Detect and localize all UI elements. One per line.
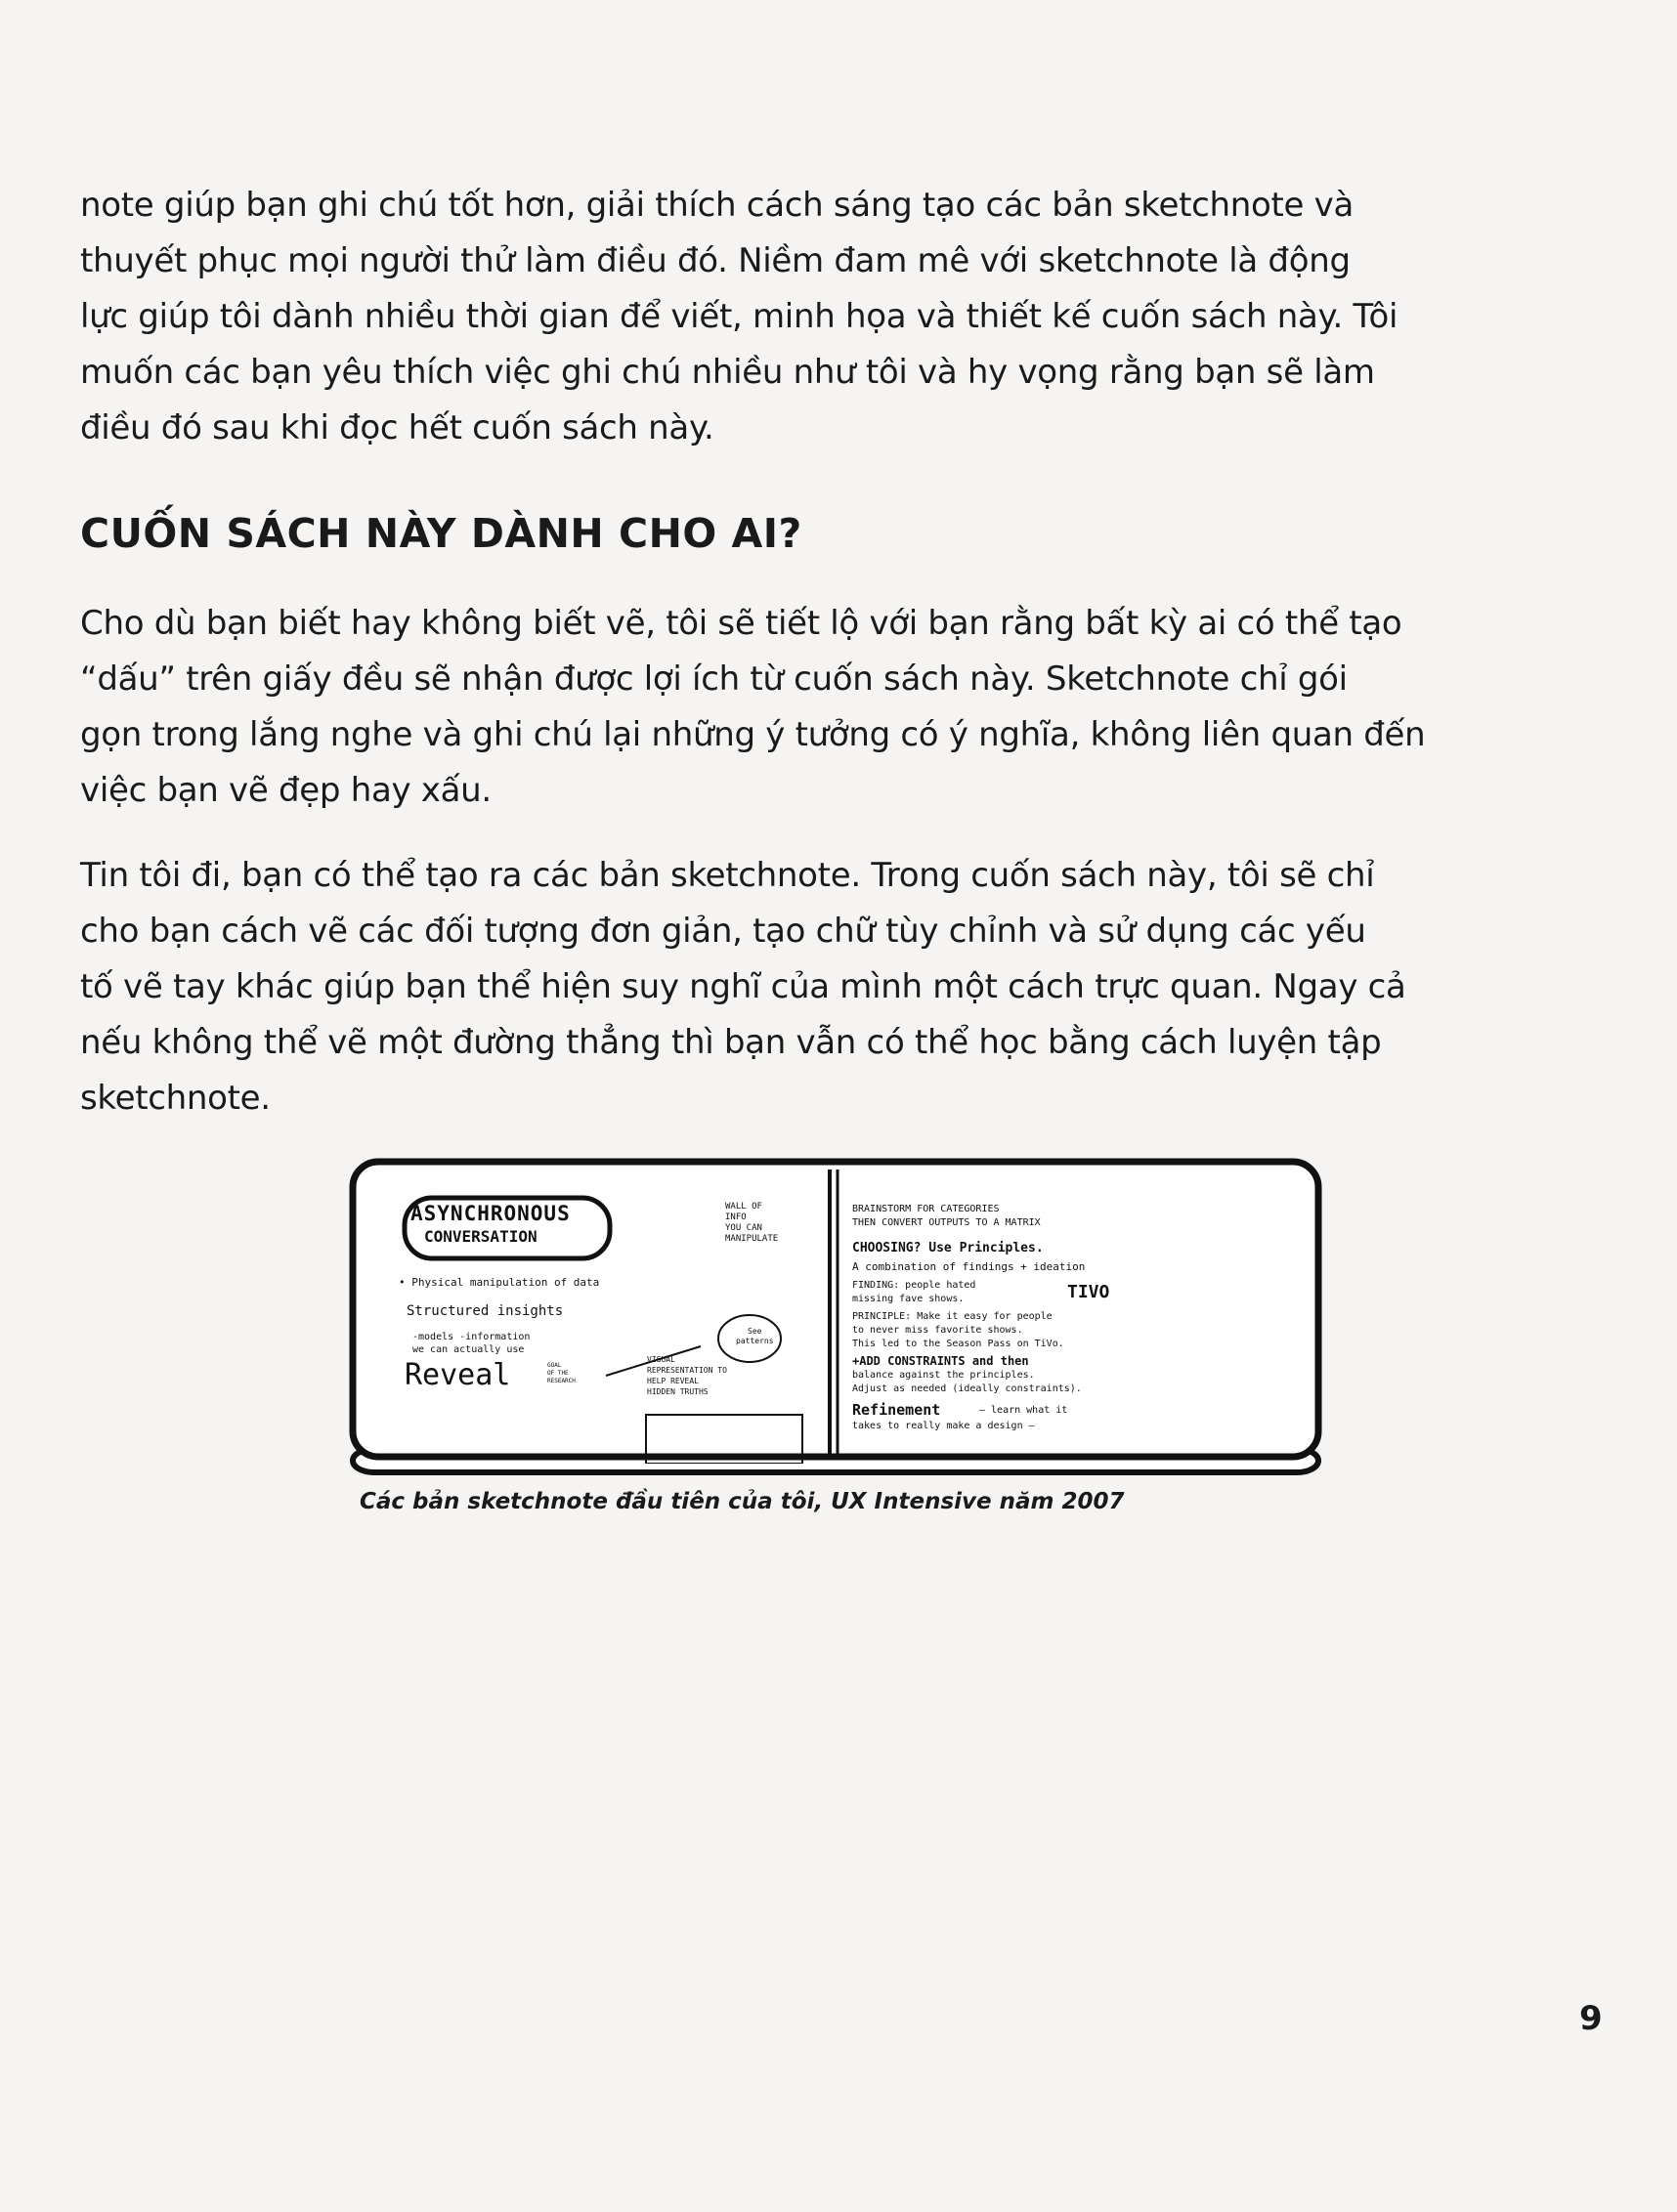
brainstorm-header-1: BRAINSTORM FOR CATEGORIES bbox=[852, 1204, 1000, 1214]
who-paragraph bbox=[80, 596, 1487, 819]
takes-text: takes to really make a design — bbox=[852, 1421, 1035, 1431]
section-heading: CUỐN SÁCH NÀY DÀNH CHO AI? bbox=[80, 510, 802, 557]
adjust-text: Adjust as needed (ideally constraints). bbox=[852, 1383, 1082, 1394]
text-line: lực giúp tôi dành nhiều thời gian để viết, minh họa và thiết kế cuốn sách này. Tôi bbox=[80, 297, 1398, 336]
models-line: we can actually use bbox=[412, 1344, 525, 1355]
missing-text: missing fave shows. bbox=[852, 1294, 965, 1304]
visual-box-line: HELP REVEAL bbox=[647, 1377, 699, 1385]
finding-text: FINDING: people hated bbox=[852, 1280, 976, 1291]
visual-box-line: HIDDEN TRUTHS bbox=[647, 1387, 709, 1396]
models-line: -models -information bbox=[412, 1332, 531, 1342]
side-note-line: WALL OF bbox=[725, 1202, 762, 1212]
principle-text: PRINCIPLE: Make it easy for people bbox=[852, 1311, 1053, 1322]
sketch-title-1: ASYNCHRONOUS bbox=[410, 1202, 571, 1225]
side-note-line: INFO bbox=[725, 1212, 747, 1222]
led-text: This led to the Season Pass on TiVo. bbox=[852, 1339, 1064, 1349]
combination-text: A combination of findings + ideation bbox=[852, 1260, 1086, 1273]
text-line: việc bạn vẽ đẹp hay xấu. bbox=[80, 771, 492, 810]
balance-text: balance against the principles. bbox=[852, 1370, 1035, 1381]
goal-line: GOAL bbox=[547, 1362, 562, 1369]
see-patterns-line: patterns bbox=[736, 1337, 774, 1345]
refinement-word: Refinement bbox=[852, 1401, 941, 1419]
text-line: cho bạn cách vẽ các đối tượng đơn giản, tạo chữ tùy chỉnh và sử dụng các yếu bbox=[80, 912, 1366, 951]
sketch-left-text bbox=[354, 1159, 833, 1481]
page-number: 9 bbox=[1579, 1999, 1603, 2038]
text-line: “dấu” trên giấy đều sẽ nhận được lợi ích từ cuốn sách này. Sketchnote chỉ gói bbox=[80, 659, 1348, 699]
reveal-word: Reveal bbox=[405, 1358, 511, 1392]
sketch-right-text bbox=[842, 1159, 1321, 1481]
brainstorm-header-2: THEN CONVERT OUTPUTS TO A MATRIX bbox=[852, 1217, 1041, 1228]
structured-insights: Structured insights bbox=[407, 1303, 564, 1319]
visual-box-line: VISUAL bbox=[647, 1355, 675, 1364]
goal-line: RESEARCH bbox=[547, 1378, 576, 1384]
visual-box-line: REPRESENTATION TO bbox=[647, 1366, 727, 1375]
sketch-title-2: CONVERSATION bbox=[424, 1227, 538, 1246]
goal-line: OF THE bbox=[547, 1370, 569, 1377]
sketch-side-note bbox=[725, 1202, 778, 1245]
side-note-line: YOU CAN bbox=[725, 1223, 762, 1233]
never-text: to never miss favorite shows. bbox=[852, 1325, 1023, 1336]
text-line: note giúp bạn ghi chú tốt hơn, giải thích cách sáng tạo các bản sketchnote và bbox=[80, 186, 1354, 225]
text-line: tố vẽ tay khác giúp bạn thể hiện suy nghĩ của mình một cách trực quan. Ngay cả bbox=[80, 967, 1406, 1006]
text-line: thuyết phục mọi người thử làm điều đó. Niềm đam mê với sketchnote là động bbox=[80, 241, 1351, 280]
see-patterns-line: See bbox=[748, 1327, 762, 1336]
goal-of-research bbox=[547, 1362, 576, 1385]
text-line: nếu không thể vẽ một đường thẳng thì bạn vẫn có thể học bằng cách luyện tập bbox=[80, 1023, 1382, 1062]
text-line: Tin tôi đi, bạn có thể tạo ra các bản sketchnote. Trong cuốn sách này, tôi sẽ chỉ bbox=[80, 856, 1375, 895]
sketch-bullet: • Physical manipulation of data bbox=[399, 1276, 600, 1289]
learn-text: — learn what it bbox=[979, 1405, 1068, 1416]
trust-paragraph bbox=[80, 848, 1487, 1127]
side-note-line: MANIPULATE bbox=[725, 1234, 779, 1244]
choosing-text: CHOOSING? Use Principles. bbox=[852, 1241, 1044, 1255]
text-line: Cho dù bạn biết hay không biết vẽ, tôi sẽ tiết lộ với bạn rằng bất kỳ ai có thể tạo bbox=[80, 604, 1402, 643]
intro-paragraph bbox=[80, 178, 1487, 456]
see-patterns bbox=[736, 1327, 774, 1346]
figure-caption: Các bản sketchnote đầu tiên của tôi, UX Intensive năm 2007 bbox=[360, 1489, 1125, 1514]
text-line: điều đó sau khi đọc hết cuốn sách này. bbox=[80, 408, 714, 447]
text-line: muốn các bạn yêu thích việc ghi chú nhiều như tôi và hy vọng rằng bạn sẽ làm bbox=[80, 353, 1375, 392]
text-line: sketchnote. bbox=[80, 1079, 271, 1118]
models-text bbox=[412, 1331, 530, 1356]
visual-box-text bbox=[647, 1354, 727, 1397]
tivo-logo: TIVO bbox=[1067, 1282, 1110, 1302]
add-constraints: +ADD CONSTRAINTS and then bbox=[852, 1354, 1029, 1368]
text-line: gọn trong lắng nghe và ghi chú lại những ý tưởng có ý nghĩa, không liên quan đến bbox=[80, 715, 1426, 754]
